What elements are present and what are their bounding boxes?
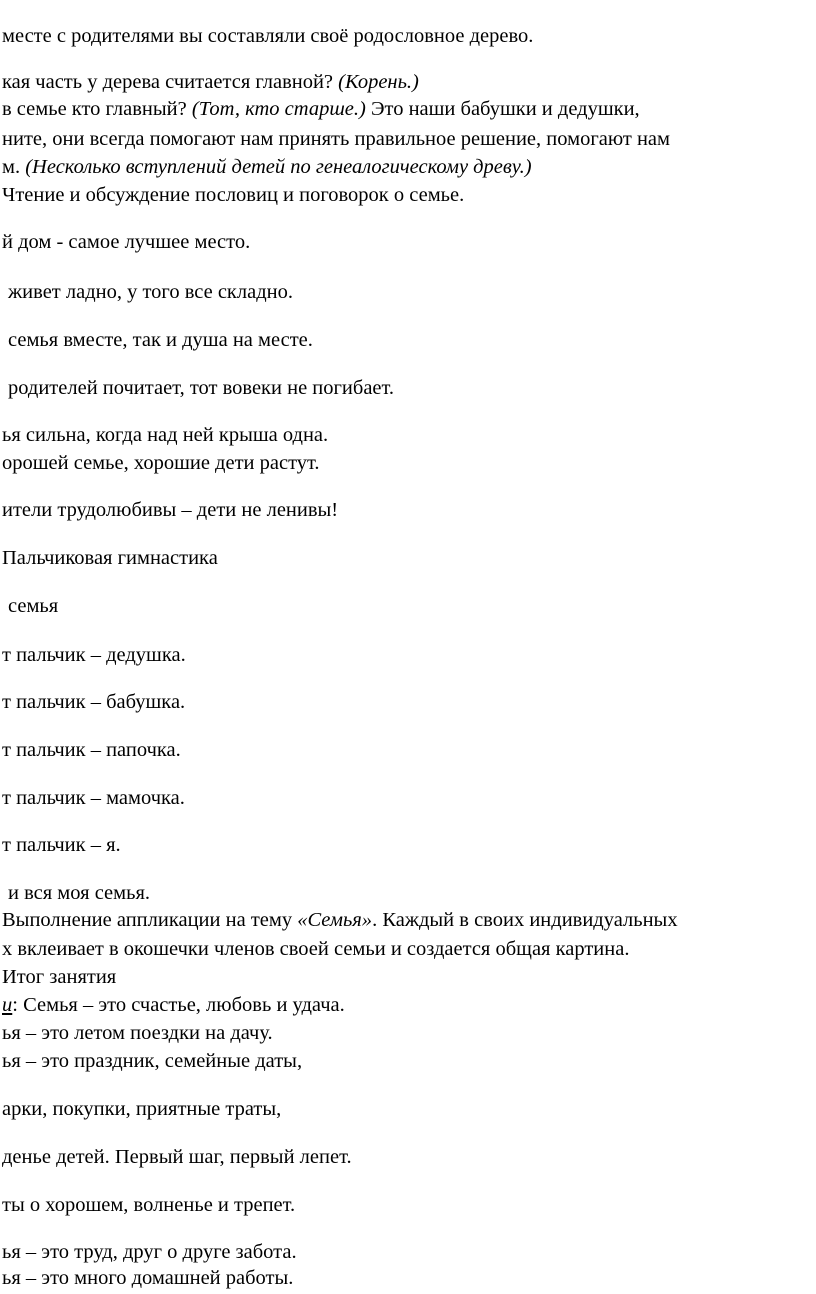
answer-text: (Корень.) — [338, 71, 419, 93]
section-heading-finger-gym: Пальчиковая гимнастика — [2, 547, 218, 569]
text-line-grandparents: ните, они всегда помогают нам принять правильное решение, помогают нам — [2, 128, 670, 150]
summary-line: денье детей. Первый шаг, первый лепет. — [2, 1146, 352, 1168]
note-text: (Несколько вступлений детей по генеалогическому древу.) — [25, 156, 532, 178]
text-line-children-speak — [2, 155, 532, 179]
proverb-line: й дом - самое лучшее место. — [2, 231, 251, 253]
question-text: кая часть у дерева считается главной? — [2, 71, 339, 93]
answer-text: (Тот, кто старше.) — [191, 98, 366, 120]
plain-text: : Семья – это счастье, любовь и удача. — [12, 994, 345, 1016]
proverb-line: живет ладно, у того все складно. — [8, 281, 293, 303]
text-line-question-root — [2, 70, 419, 94]
proverb-line: ья сильна, когда над ней крыша одна. — [2, 424, 329, 446]
summary-line: ья – это труд, друг о друге забота. — [2, 1241, 297, 1263]
section-heading-summary: Итог занятия — [2, 966, 117, 988]
summary-line: арки, покупки, приятные траты, — [2, 1098, 282, 1120]
continuation-text: Это наши бабушки и дедушки, — [365, 98, 640, 120]
poem-line: т пальчик – дедушка. — [2, 644, 186, 666]
speaker-label: и — [2, 994, 13, 1016]
question-text: в семье кто главный? — [2, 98, 192, 120]
section-heading-proverbs: Чтение и обсуждение пословиц и поговорок о семье. — [2, 184, 465, 206]
section-heading-applique — [2, 908, 678, 932]
plain-text: Выполнение аппликации на тему — [2, 909, 298, 931]
poem-line: т пальчик – папочка. — [2, 739, 181, 761]
proverb-line: орошей семье, хорошие дети растут. — [2, 452, 320, 474]
plain-text: . Каждый в своих индивидуальных — [372, 909, 678, 931]
text-line-question-family — [2, 97, 640, 121]
poem-line: т пальчик – мамочка. — [2, 787, 185, 809]
summary-line: ья – это праздник, семейные даты, — [2, 1050, 303, 1072]
text-line-applique: х вклеивает в окошечки членов своей семьи и создается общая картина. — [2, 938, 630, 960]
summary-line: ья – это летом поездки на дачу. — [2, 1022, 273, 1044]
poem-line: т пальчик – бабушка. — [2, 691, 186, 713]
proverb-line: родителей почитает, тот вовеки не погибает. — [8, 377, 395, 399]
proverb-line: семья вместе, так и душа на месте. — [8, 329, 313, 351]
text-line-intro: месте с родителями вы составляли своё родословное дерево. — [2, 25, 534, 47]
plain-text: м. — [2, 156, 26, 178]
summary-line: ты о хорошем, волненье и трепет. — [2, 1194, 296, 1216]
poem-title: семья — [8, 595, 59, 617]
summary-line: ья – это много домашней работы. — [2, 1267, 294, 1289]
summary-line — [2, 993, 345, 1017]
proverb-line: ители трудолюбивы – дети не ленивы! — [2, 499, 339, 521]
poem-line: т пальчик – я. — [2, 834, 121, 856]
theme-text: «Семья» — [297, 909, 373, 931]
poem-line: и вся моя семья. — [8, 882, 151, 904]
